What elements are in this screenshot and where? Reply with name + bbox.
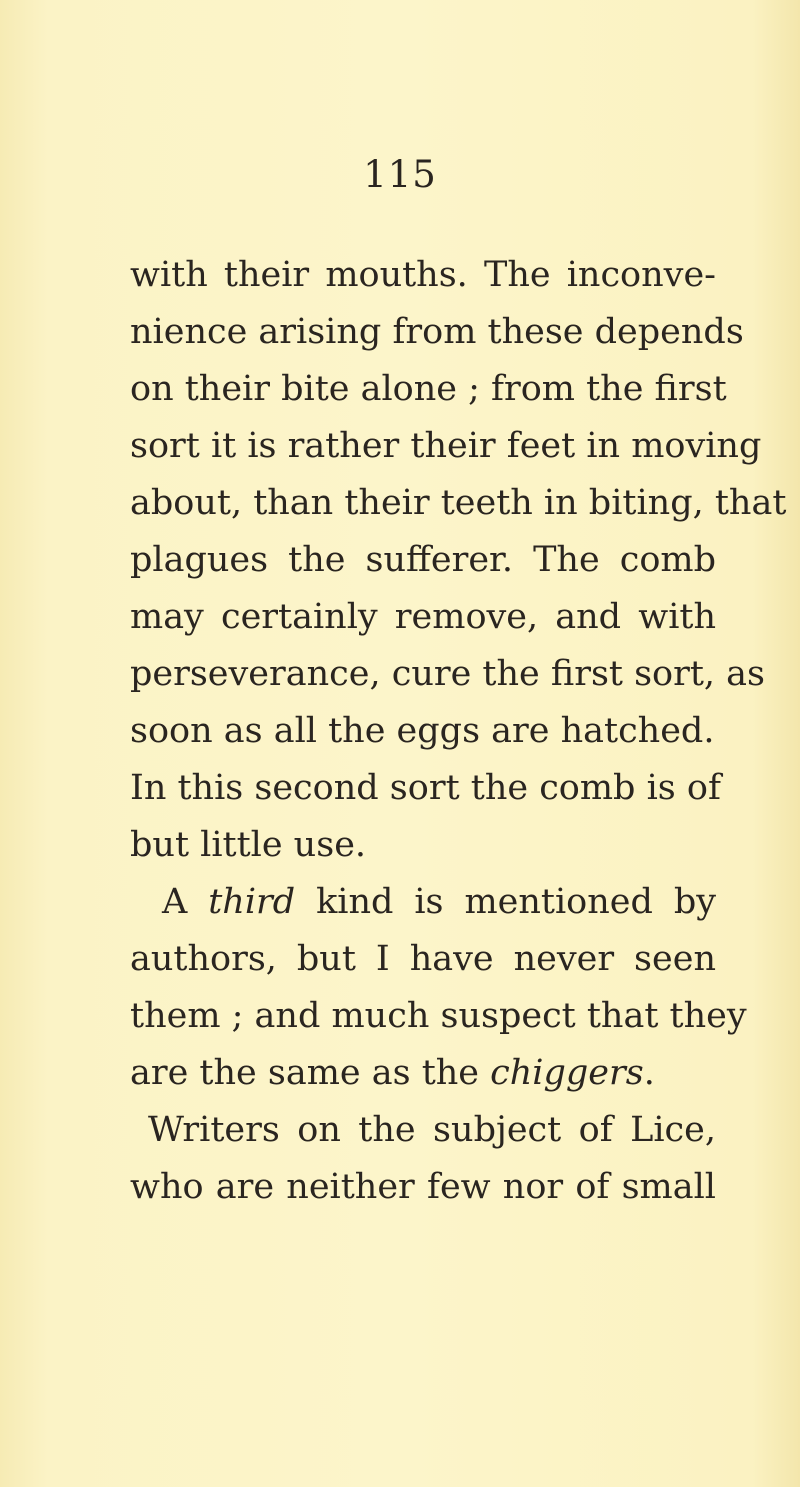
text-run: kind is mentioned by [295,882,716,922]
text-line: Writers on the subject of Lice, [148,1110,716,1150]
text-line [130,874,716,931]
text-line: authors, but I have never seen [130,939,716,979]
text-line: nience arising from these depends [130,312,744,352]
italic-word: third [208,882,296,922]
text-run: are the same as the [130,1053,491,1093]
text-line [130,1045,716,1102]
text-line: on their bite alone ; from the first [130,369,727,409]
text-line: perseverance, cure the first sort, as [130,654,766,694]
text-line: soon as all the eggs are hatched. [130,711,715,751]
page-number: 115 [363,153,437,196]
text-line: with their mouths. The inconve- [130,255,716,295]
text-line: In this second sort the comb is of [130,768,721,808]
text-line: who are neither few nor of small [130,1167,716,1207]
body-text [130,247,787,1216]
text-line: may certainly remove, and with [130,597,716,637]
text-line: sort it is rather their feet in moving [130,426,762,466]
text-line: them ; and much suspect that they [130,996,747,1036]
text-line: but little use. [130,825,367,865]
italic-word: chiggers [490,1053,644,1093]
text-run: . [643,1053,655,1093]
text-line: plagues the sufferer. The comb [130,540,716,580]
text-run: A [162,882,209,922]
text-line: about, than their teeth in biting, that [130,483,787,523]
